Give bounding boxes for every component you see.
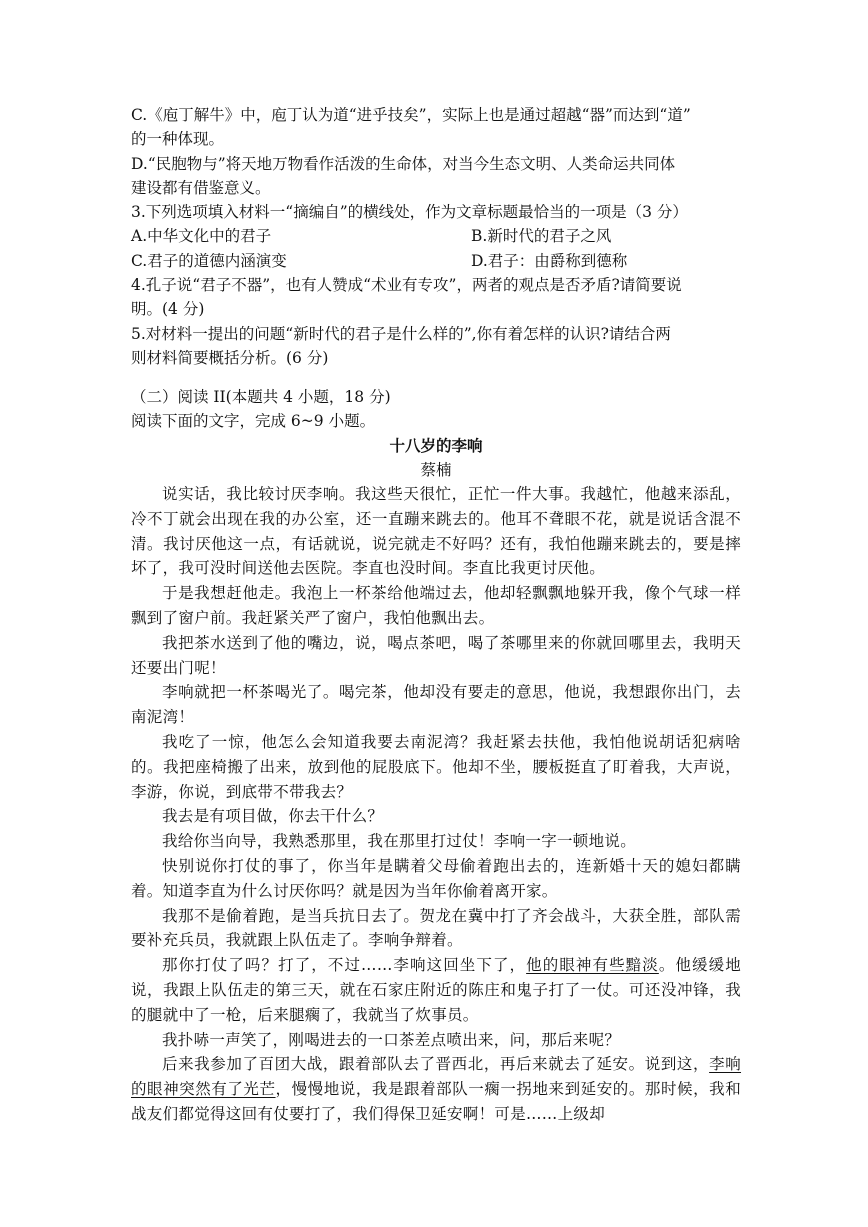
story-paragraph bbox=[131, 1052, 741, 1126]
story-paragraph: 李响就把一杯茶喝光了。喝完茶，他却没有要走的意思，他说，我想跟你出门，去南泥湾！ bbox=[131, 683, 741, 727]
question-3-option-c: C.君子的道德内涵演变 bbox=[131, 251, 287, 270]
section-heading: （二）阅读 II(本题共 4 小题，18 分) bbox=[131, 388, 391, 406]
story-paragraph: 于是我想赶他走。我泡上一杯茶给他端过去，他却轻飘飘地躲开我，像个气球一样飘到了窗户前。我赶紧关严了窗户，我怕他飘出去。 bbox=[131, 584, 741, 627]
question-3-option-b: B.新时代的君子之风 bbox=[471, 227, 612, 246]
story-paragraph: 我把茶水送到了他的嘴边，说，喝点茶吧，喝了茶哪里来的你就回哪里去，我明天还要出门呢！ bbox=[131, 633, 741, 677]
question-4-line2: 明。(4 分) bbox=[131, 300, 205, 319]
underlined-phrase: 李响的眼神突然有了光芒 bbox=[131, 1055, 742, 1099]
question-3-options-row1 bbox=[131, 224, 741, 248]
story-paragraph: 我那不是偷着跑，是当兵抗日去了。贺龙在冀中打了齐会战斗，大获全胜，部队需要补充兵员，我就跟上队伍走了。李响争辩着。 bbox=[131, 906, 741, 950]
story-paragraph: 我去是有项目做，你去干什么？ bbox=[162, 807, 384, 826]
section-instruction: 阅读下面的文字，完成 6~9 小题。 bbox=[131, 412, 376, 431]
story-paragraph: 我扑哧一声笑了，刚喝进去的一口茶差点喷出来，问，那后来呢？ bbox=[162, 1030, 621, 1049]
option-d-line2: 建设都有借鉴意义。 bbox=[131, 178, 271, 197]
story-title: 十八岁的李响 bbox=[389, 435, 483, 455]
questions-block bbox=[131, 103, 741, 370]
underlined-phrase: 他的眼神有些黯淡 bbox=[526, 956, 659, 975]
question-3-option-d: D.君子：由爵称到德称 bbox=[471, 251, 628, 270]
option-d-line1: D.“民胞物与”将天地万物看作活泼的生命体，对当今生态文明、人类命运共同体 bbox=[131, 154, 676, 173]
question-3: 3.下列选项填入材料一“摘编自”的横线处，作为文章标题最恰当的一项是（3 分） bbox=[131, 203, 688, 222]
story-body bbox=[131, 482, 741, 1127]
story-author: 蔡楠 bbox=[420, 460, 452, 479]
section-2-header bbox=[131, 385, 741, 482]
question-3-options-row2 bbox=[131, 249, 741, 273]
story-paragraph: 我吃了一惊，他怎么会知道我要去南泥湾？我赶紧去扶他，我怕他说胡话犯病啥的。我把座椅搬了出来，放到他的屁股底下。他却不坐，腰板挺直了盯着我，大声说，李游，你说，到底带不带我去？ bbox=[131, 732, 741, 801]
option-c-line2: 的一种体现。 bbox=[131, 130, 225, 149]
story-paragraph: 说实话，我比较讨厌李响。我这些天很忙，正忙一件大事。我越忙，他越来添乱，冷不丁就会出现在我的办公室，还一直蹦来跳去的。他耳不聋眼不花，就是说话含混不清。我讨厌他这一点，有话就说，说完就走不好吗？还有，我怕他蹦来跳去的，要是摔坏了，我可没时间送他去医院。李直也没时间。李直比我更讨厌他。 bbox=[131, 485, 741, 578]
text-run: 后来我参加了百团大战，跟着部队去了晋西北，再后来就去了延安。说到这， bbox=[162, 1055, 710, 1074]
option-c-line1: C.《庖丁解牛》中，庖丁认为道“进乎技矣”，实际上也是通过超越“器”而达到“道” bbox=[131, 106, 691, 124]
text-run: 那你打仗了吗？打了，不过……李响这回坐下了， bbox=[162, 956, 527, 975]
text-run: 。他缓缓地说，我跟上队伍走的第三天，就在石家庄附近的陈庄和鬼子打了一仗。可还没冲锋，我的腿就中了一枪，后来腿瘸了，我就当了炊事员。 bbox=[131, 956, 741, 1024]
story-paragraph: 快别说你打仗的事了，你当年是瞒着父母偷着跑出去的，连新婚十天的媳妇都瞒着。知道李直为什么讨厌你吗？就是因为当年你偷着离开家。 bbox=[131, 856, 741, 900]
story-paragraph bbox=[131, 953, 741, 1027]
question-3-option-a: A.中华文化中的君子 bbox=[131, 227, 272, 246]
question-5-line1: 5.对材料一提出的问题“新时代的君子是什么样的”,你有着怎样的认识?请结合两 bbox=[131, 324, 671, 343]
question-5-line2: 则材料简要概括分析。(6 分) bbox=[131, 348, 329, 367]
story-paragraph: 我给你当向导，我熟悉那里，我在那里打过仗！李响一字一顿地说。 bbox=[162, 832, 637, 851]
question-4-line1: 4.孔子说“君子不器”，也有人赞成“术业有专攻”，两者的观点是否矛盾?请简要说 bbox=[131, 276, 682, 295]
text-run: ，慢慢地说，我是跟着部队一瘸一拐地来到延安的。那时候，我和战友们都觉得这回有仗要打了，我们得保卫延安啊！可是……上级却 bbox=[131, 1080, 742, 1123]
